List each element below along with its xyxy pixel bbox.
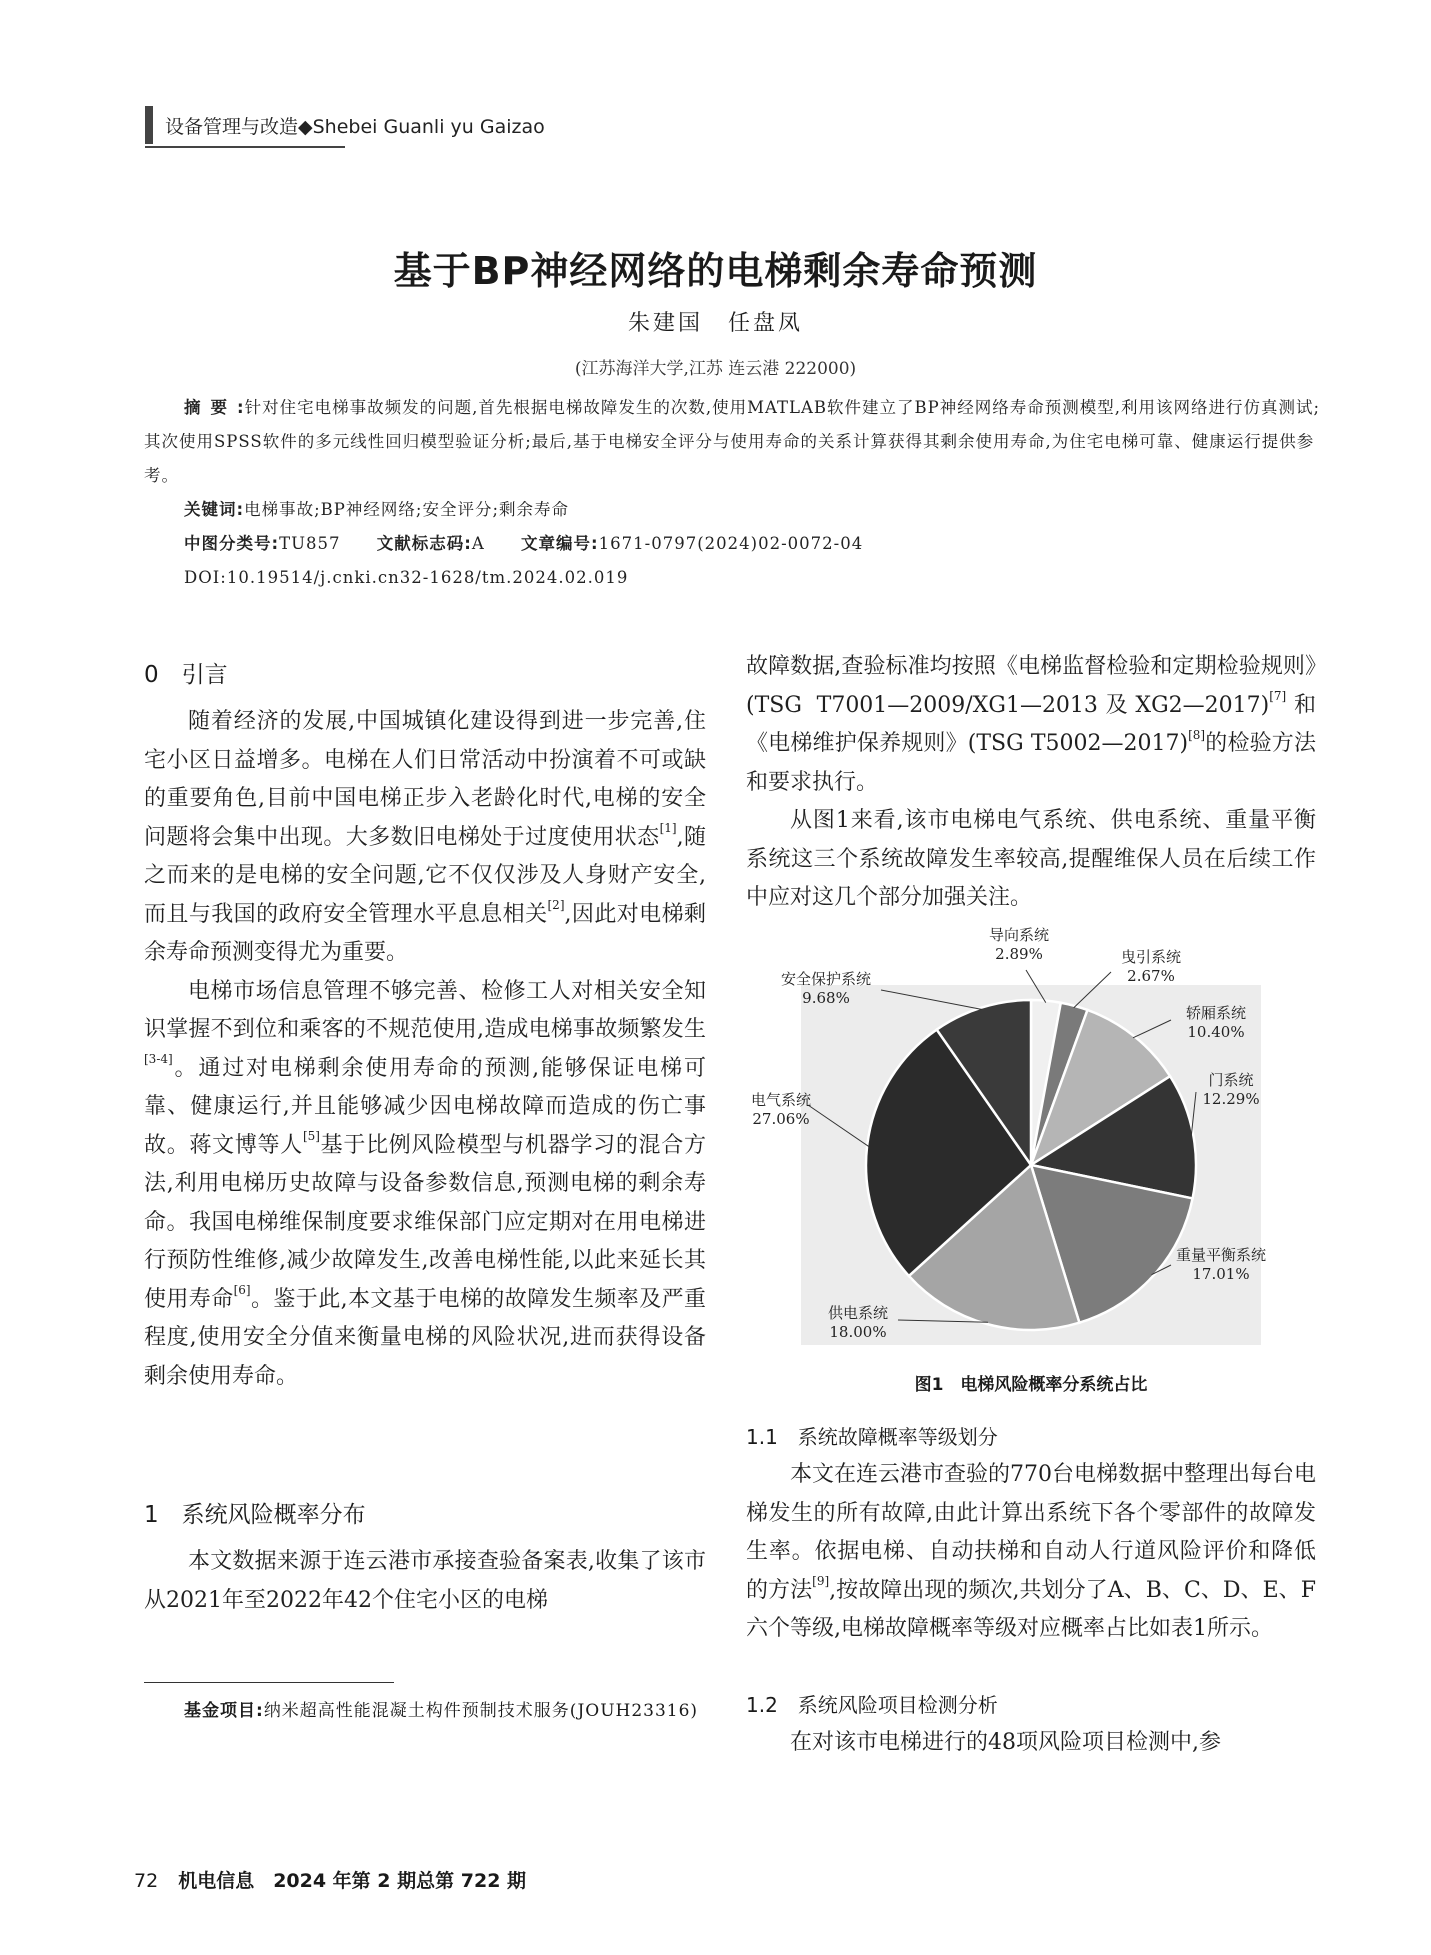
citation: [6] — [233, 1283, 251, 1298]
slice-value-label: 27.06% — [752, 1110, 810, 1128]
clc-value: TU857 — [279, 534, 341, 553]
pie-chart-svg — [746, 920, 1316, 1350]
slice-name-label: 轿厢系统 — [1185, 1004, 1247, 1022]
slice-value-label: 18.00% — [829, 1323, 887, 1341]
citation: [9] — [812, 1574, 830, 1589]
footnote-rule — [144, 1682, 394, 1683]
slice-value-label: 17.01% — [1192, 1265, 1250, 1283]
subsection-1-2-body — [746, 1724, 1316, 1763]
footnote-text: 纳米超高性能混凝土构件预制技术服务(JOUH23316) — [263, 1701, 699, 1721]
header-bar — [145, 106, 153, 144]
running-header — [145, 106, 545, 148]
slice-name-label: 门系统 — [1208, 1071, 1254, 1089]
intro-paragraph-1: 随着经济的发展,中国城镇化建设得到进一步完善,住宅小区日益增多。电梯在人们日常活动中扮演着不可或缺的重要角色,目前中国电梯正步入老龄化时代,电梯的安全问题将会集中出现。大多数旧电梯处于过度使用状态[1],随之而来的是电梯的安全问题,它不仅仅涉及人身财产安全,而且与我国的政府安全管理水平息息相关[2],因此对电梯剩余寿命预测变得尤为重要。 — [144, 709, 706, 965]
clc-label: 中图分类号 — [184, 534, 272, 553]
left-column — [144, 703, 706, 1396]
citation: [7] — [1269, 689, 1287, 704]
slice-value-label: 12.29% — [1202, 1090, 1260, 1108]
intro-paragraph-2: 电梯市场信息管理不够完善、检修工人对相关安全知识掌握不到位和乘客的不规范使用,造成电梯事故频繁发生[3-4]。通过对电梯剩余使用寿命的预测,能够保证电梯可靠、健康运行,并且能够减少因电梯故障而造成的伤亡事故。蒋文博等人[5]基于比例风险模型与机器学习的混合方法,利用电梯历史故障与设备参数信息,预测电梯的剩余寿命。我国电梯维保制度要求维保部门应定期对在用电梯进行预防性维修,减少故障发生,改善电梯性能,以此来延长其使用寿命[6]。鉴于此,本文基于电梯的故障发生频率及严重程度,使用安全分值来衡量电梯的风险状况,进而获得设备剩余使用寿命。 — [144, 978, 706, 1389]
article-value: 1671-0797(2024)02-0072-04 — [598, 534, 864, 553]
citation: [5] — [302, 1129, 320, 1144]
page-footer — [134, 1866, 526, 1893]
doi-value: 10.19514/j.cnki.cn32-1628/tm.2024.02.019 — [226, 568, 629, 587]
section-1-paragraph: 本文数据来源于连云港市承接查验备案表,收集了该市从2021年至2022年42个住宅小区的电梯 — [144, 1549, 706, 1613]
footnote: 基金项目:纳米超高性能混凝土构件预制技术服务(JOUH23316) — [184, 1701, 699, 1721]
classification-line: 中图分类号:TU857 文献标志码:A 文章编号:1671-0797(2024)02-0072-04 — [184, 534, 864, 553]
slice-name-label: 导向系统 — [988, 926, 1050, 944]
continued-paragraph: 故障数据,查验标准均按照《电梯监督检验和定期检验规则》(TSG T7001—2009/XG1—2013及XG2—2017)[7]和《电梯维护保养规则》(TSG T5002—2017)[8]的检验方法和要求执行。 — [746, 654, 1316, 795]
right-column-top — [746, 648, 1316, 918]
paper-title: 基于BP神经网络的电梯剩余寿命预测 — [393, 249, 1038, 293]
citation: [3-4] — [144, 1052, 173, 1067]
subsection-1-2-paragraph: 在对该市电梯进行的48项风险项目检测中,参 — [790, 1730, 1221, 1755]
header-rule — [145, 146, 345, 148]
abstract-label: 摘要 — [184, 398, 237, 417]
slice-value-label: 2.67% — [1127, 967, 1175, 985]
section-1-body — [144, 1543, 706, 1620]
slice-name-label: 供电系统 — [827, 1304, 889, 1322]
section-0-heading: 0 引言 — [144, 662, 228, 688]
authors: 朱建国 任盘凤 — [627, 311, 803, 336]
journal-info: 机电信息 2024 年第 2 期总第 722 期 — [178, 1870, 527, 1892]
keywords-text: 电梯事故;BP神经网络;安全评分;剩余寿命 — [244, 500, 570, 519]
subsection-1-1-body — [746, 1456, 1316, 1649]
keywords: 关键词:电梯事故;BP神经网络;安全评分;剩余寿命 — [184, 500, 570, 519]
slice-name-label: 重量平衡系统 — [1175, 1246, 1267, 1264]
subsection-1-2-heading: 1.2 系统风险项目检测分析 — [746, 1693, 998, 1717]
doc-label: 文献标志码 — [376, 534, 465, 553]
slice-name-label: 电气系统 — [750, 1091, 812, 1109]
slice-value-label: 9.68% — [802, 989, 850, 1007]
footnote-label: 基金项目 — [184, 1701, 256, 1721]
keywords-label: 关键词 — [184, 500, 237, 519]
figure-caption: 图1 电梯风险概率分系统占比 — [914, 1375, 1148, 1395]
header-text: 设备管理与改造◆Shebei Guanli yu Gaizao — [165, 116, 545, 138]
slice-name-label: 安全保护系统 — [780, 970, 872, 988]
slice-value-label: 10.40% — [1187, 1023, 1245, 1041]
section-1-heading: 1 系统风险概率分布 — [144, 1502, 366, 1528]
doi: DOI:10.19514/j.cnki.cn32-1628/tm.2024.02.019 — [184, 568, 629, 587]
figure-discussion-paragraph: 从图1来看,该市电梯电气系统、供电系统、重量平衡系统这三个系统故障发生率较高,提醒维保人员在后续工作中应对这几个部分加强关注。 — [746, 808, 1316, 910]
slice-value-label: 2.89% — [995, 945, 1043, 963]
page-number: 72 — [134, 1870, 159, 1892]
citation: [8] — [1188, 727, 1206, 742]
slice-name-label: 曳引系统 — [1120, 948, 1182, 966]
subsection-1-1-paragraph: 本文在连云港市查验的770台电梯数据中整理出每台电梯发生的所有故障,由此计算出系统下各个零部件的故障发生率。依据电梯、自动扶梯和自动人行道风险评价和降低的方法[9],按故障出现的频次,共划分了A、B、C、D、E、F六个等级,电梯故障概率等级对应概率占比如表1所示。 — [746, 1462, 1316, 1641]
subsection-1-1-heading: 1.1 系统故障概率等级划分 — [746, 1425, 998, 1449]
article-label: 文章编号 — [521, 534, 592, 553]
abstract-text: 针对住宅电梯事故频发的问题,首先根据电梯故障发生的次数,使用MATLAB软件建立了BP神经网络寿命预测模型,利用该网络进行仿真测试;其次使用SPSS软件的多元线性回归模型验证分析;最后,基于电梯安全评分与使用寿命的关系计算获得其剩余使用寿命,为住宅电梯可靠、健康运行提供参考。 — [144, 398, 1321, 485]
citation: [2] — [547, 898, 565, 913]
figure-1-pie-chart — [746, 920, 1316, 1350]
citation: [1] — [659, 821, 677, 836]
affiliation: (江苏海洋大学,江苏 连云港 222000) — [574, 359, 857, 379]
doc-value: A — [471, 534, 485, 553]
abstract: 摘要:针对住宅电梯事故频发的问题,首先根据电梯故障发生的次数,使用MATLAB软件建立了BP神经网络寿命预测模型,利用该网络进行仿真测试;其次使用SPSS软件的多元线性回归模型验证分析;最后,基于电梯安全评分与使用寿命的关系计算获得其剩余使用寿命,为住宅电梯可靠、健康运行提供参考。 — [144, 398, 1321, 485]
doi-label: DOI — [184, 568, 221, 587]
